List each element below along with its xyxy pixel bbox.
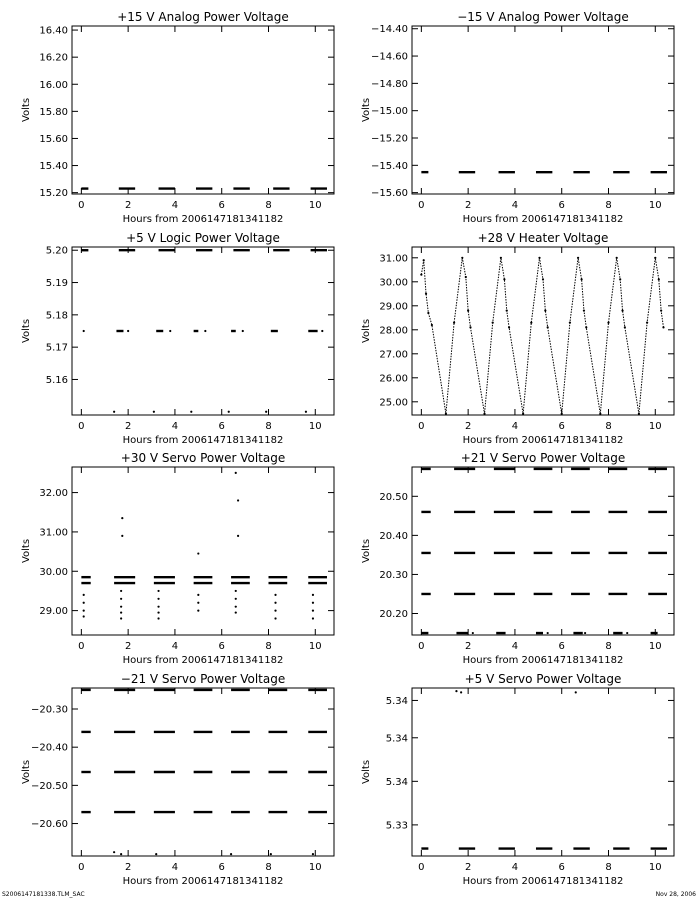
data-point [274,610,276,612]
data-point [469,326,471,328]
data-point [120,611,122,613]
chart-panel-6 [361,451,674,666]
y-tick-label: −20.40 [30,742,68,754]
y-tick-label: 16.00 [39,79,68,91]
chart-panel-8 [361,672,674,887]
data-point [626,632,628,634]
data-point [542,278,544,280]
data-point [569,322,571,324]
data-point [577,257,579,259]
x-tick-label: 2 [464,862,472,873]
data-point [445,413,447,415]
data-point [616,257,618,259]
data-point [575,691,577,693]
data-point [472,632,474,634]
footer-date-label: Nov 28, 2006 [655,891,696,898]
y-tick-label: −15.00 [370,106,408,118]
x-tick-label: 8 [265,421,272,432]
y-tick-label: −14.80 [370,78,408,90]
y-tick-label: 5.34 [385,695,408,707]
data-point [113,851,115,853]
data-point [204,330,206,332]
x-tick-label: 6 [558,641,565,652]
data-point [228,411,230,413]
chart-title: +15 V Analog Power Voltage [117,10,289,24]
data-point [423,259,425,261]
data-point [197,610,199,612]
data-point [312,602,314,604]
chart-title: +5 V Logic Power Voltage [126,231,280,245]
chart-title: +5 V Servo Power Voltage [464,672,622,686]
data-point [237,499,239,501]
x-tick-label: 0 [418,862,425,873]
x-tick-label: 0 [418,421,425,432]
data-point [654,257,656,259]
data-point [423,632,425,634]
x-tick-label: 2 [124,200,132,211]
x-tick-label: 6 [558,200,565,211]
chart-title: +21 V Servo Power Voltage [460,451,626,465]
y-tick-label: 31.00 [39,527,68,539]
y-tick-label: 26.00 [379,373,408,385]
y-tick-label: −20.30 [30,704,68,716]
data-point [83,615,85,617]
y-tick-label: 5.34 [385,776,408,788]
data-point [157,617,159,619]
x-tick-label: 0 [78,641,85,652]
data-point [624,326,626,328]
x-tick-label: 4 [171,862,179,873]
x-tick-label: 4 [171,200,179,211]
data-point [455,690,457,692]
data-point [83,330,85,332]
data-point [121,535,123,537]
data-point [197,552,199,554]
y-tick-label: 29.00 [39,606,68,618]
data-point [580,278,582,280]
plot-frame [412,688,674,856]
y-tick-label: 15.60 [39,133,68,145]
data-point [538,257,540,259]
y-tick-label: 16.40 [39,25,68,37]
x-axis-label: Hours from 2006147181341182 [462,435,624,446]
data-point [621,310,623,312]
data-point [522,413,524,415]
y-tick-label: 30.00 [379,277,408,289]
y-tick-label: −14.60 [370,51,408,63]
x-axis-label: Hours from 2006147181341182 [122,214,284,225]
y-tick-label: −20.60 [30,819,68,831]
y-axis-label: Volts [21,759,32,785]
x-tick-label: 10 [308,862,322,873]
x-tick-label: 4 [511,421,519,432]
x-tick-label: 0 [418,641,425,652]
data-point [461,257,463,259]
y-tick-label: −15.60 [370,188,408,200]
y-axis-label: Volts [361,318,372,344]
y-axis-label: Volts [361,759,372,785]
y-tick-label: 25.00 [379,397,408,409]
x-axis-label: Hours from 2006147181341182 [462,876,624,887]
y-axis-label: Volts [21,318,32,344]
x-tick-label: 4 [511,641,519,652]
x-tick-label: 10 [648,641,662,652]
data-point [427,312,429,314]
x-tick-label: 2 [464,421,472,432]
x-tick-label: 6 [218,421,225,432]
series-line [421,258,663,414]
chart-panel-3 [21,231,334,446]
data-point [583,310,585,312]
data-point [242,330,244,332]
x-tick-label: 2 [464,200,472,211]
y-tick-label: 5.34 [385,733,408,745]
chart-panel-5 [21,451,334,666]
x-tick-label: 6 [218,862,225,873]
y-tick-label: 29.00 [379,301,408,313]
y-tick-label: 5.19 [45,278,68,290]
y-tick-label: 15.20 [39,188,68,200]
x-tick-label: 0 [78,421,85,432]
data-point [492,322,494,324]
data-point [530,322,532,324]
chart-title: −15 V Analog Power Voltage [457,10,629,24]
x-tick-label: 4 [171,421,179,432]
x-tick-label: 8 [265,200,272,211]
data-point [274,617,276,619]
data-point [197,602,199,604]
x-tick-label: 8 [605,862,612,873]
chart-title: −21 V Servo Power Voltage [120,672,286,686]
data-point [312,617,314,619]
x-tick-label: 2 [124,421,132,432]
data-point [157,611,159,613]
x-tick-label: 0 [78,862,85,873]
data-point [547,326,549,328]
data-point [619,278,621,280]
y-tick-label: 20.40 [379,530,408,542]
chart-title: +28 V Heater Voltage [477,231,609,245]
data-point [83,594,85,596]
data-point [120,617,122,619]
data-point [83,602,85,604]
x-tick-label: 4 [511,862,519,873]
data-point [467,310,469,312]
data-point [646,322,648,324]
plot-frame [72,467,334,635]
data-point [237,535,239,537]
x-tick-label: 10 [648,862,662,873]
data-point [312,853,314,855]
x-tick-label: 6 [218,641,225,652]
plot-frame [412,26,674,194]
x-axis-label: Hours from 2006147181341182 [122,876,284,887]
chart-panel-7 [21,672,334,887]
x-axis-label: Hours from 2006147181341182 [462,655,624,666]
data-point [230,853,232,855]
data-point [235,611,237,613]
x-axis-label: Hours from 2006147181341182 [122,435,284,446]
y-tick-label: 31.00 [379,253,408,265]
data-point [544,310,546,312]
data-point [599,413,601,415]
data-point [83,610,85,612]
data-point [500,257,502,259]
data-point [312,594,314,596]
data-point [190,411,192,413]
y-tick-label: −15.40 [370,160,408,172]
data-point [561,413,563,415]
y-tick-label: 5.33 [385,820,408,832]
data-point [607,322,609,324]
data-point [155,853,157,855]
data-point [235,598,237,600]
x-tick-label: 10 [648,421,662,432]
data-point [127,330,129,332]
y-axis-label: Volts [361,97,372,123]
data-point [420,274,422,276]
data-point [265,411,267,413]
data-point [235,590,237,592]
x-tick-label: 8 [605,421,612,432]
y-tick-label: −20.50 [30,780,68,792]
x-tick-label: 8 [605,641,612,652]
x-tick-label: 10 [308,200,322,211]
x-tick-label: 6 [558,421,565,432]
data-point [506,310,508,312]
data-point [305,411,307,413]
footer-file-label: S2006147181338.TLM_SAC [2,891,85,898]
data-point [120,606,122,608]
x-tick-label: 8 [265,862,272,873]
data-point [662,326,664,328]
chart-panel-4 [361,231,674,446]
x-tick-label: 0 [78,200,85,211]
chart-panel-2 [361,10,674,225]
data-point [483,413,485,415]
x-tick-label: 2 [464,641,472,652]
chart-title: +30 V Servo Power Voltage [120,451,286,465]
data-point [157,590,159,592]
x-tick-label: 4 [171,641,179,652]
x-tick-label: 8 [265,641,272,652]
data-point [321,330,323,332]
data-point [658,278,660,280]
y-tick-label: 5.18 [45,310,68,322]
data-point [503,278,505,280]
y-tick-label: 30.00 [39,566,68,578]
data-point [431,324,433,326]
y-tick-label: 5.16 [45,374,68,386]
y-tick-label: −15.20 [370,133,408,145]
data-point [157,606,159,608]
y-tick-label: 27.00 [379,349,408,361]
data-point [547,632,549,634]
data-point [169,330,171,332]
data-point [121,517,123,519]
y-axis-label: Volts [21,97,32,123]
plot-frame [72,26,334,194]
y-tick-label: 20.50 [379,491,408,503]
data-point [312,610,314,612]
y-tick-label: 32.00 [39,488,68,500]
data-point [120,590,122,592]
y-tick-label: 28.00 [379,325,408,337]
y-tick-label: 20.20 [379,609,408,621]
data-point [120,598,122,600]
x-tick-label: 6 [218,200,225,211]
x-tick-label: 10 [308,421,322,432]
data-point [153,411,155,413]
x-tick-label: 2 [124,641,132,652]
data-point [113,411,115,413]
y-tick-label: 15.80 [39,106,68,118]
y-tick-label: 5.17 [45,342,68,354]
x-axis-label: Hours from 2006147181341182 [462,214,624,225]
y-axis-label: Volts [361,538,372,564]
y-tick-label: 5.20 [45,245,68,257]
data-point [508,326,510,328]
y-tick-label: 16.20 [39,52,68,64]
data-point [425,293,427,295]
data-point [584,632,586,634]
data-point [235,606,237,608]
data-point [638,413,640,415]
y-axis-label: Volts [21,538,32,564]
x-tick-label: 2 [124,862,132,873]
data-point [274,602,276,604]
plot-frame [412,467,674,635]
data-point [197,594,199,596]
data-point [460,691,462,693]
data-point [235,472,237,474]
y-tick-label: −14.40 [370,24,408,36]
x-tick-label: 10 [648,200,662,211]
x-tick-label: 0 [418,200,425,211]
data-point [120,853,122,855]
chart-panel-1 [21,10,334,225]
data-point [660,310,662,312]
x-tick-label: 10 [308,641,322,652]
data-point [585,326,587,328]
y-tick-label: 20.30 [379,569,408,581]
data-point [465,276,467,278]
x-tick-label: 4 [511,200,519,211]
plot-frame [72,247,334,415]
data-point [274,594,276,596]
y-tick-label: 15.40 [39,161,68,173]
data-point [270,853,272,855]
x-tick-label: 6 [558,862,565,873]
data-point [157,598,159,600]
data-point [453,322,455,324]
x-tick-label: 8 [605,200,612,211]
x-axis-label: Hours from 2006147181341182 [122,655,284,666]
